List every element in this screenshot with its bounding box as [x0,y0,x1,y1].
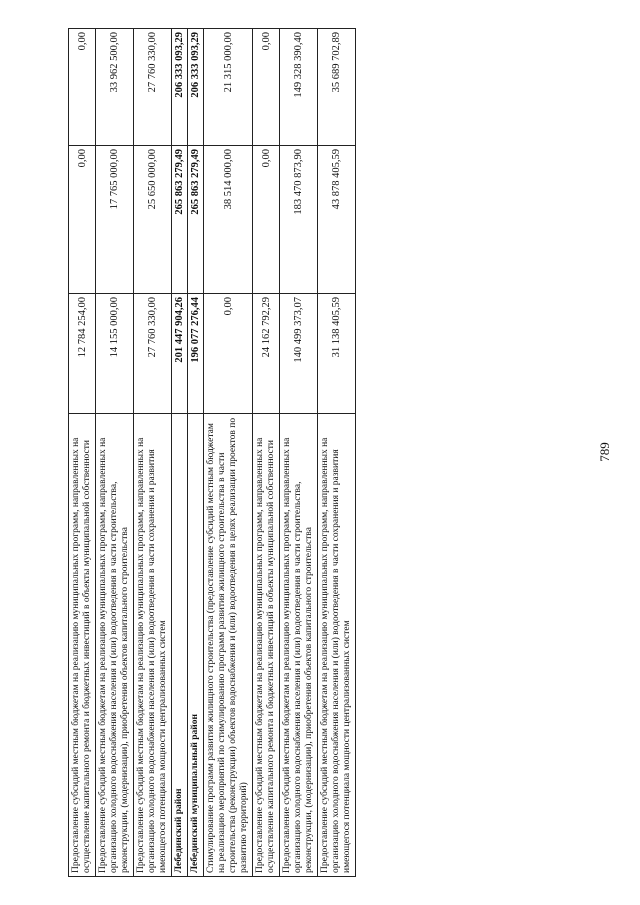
row-value-year-2: 0,00 [69,146,96,294]
table-row [280,29,318,877]
row-value-year-3: 149 328 390,40 [280,29,318,146]
row-value-year-2: 43 878 405,59 [318,146,356,294]
row-value-year-2: 38 514 000,00 [204,146,253,294]
table-row [318,29,356,877]
page-number: 789 [597,442,612,462]
table-row [69,29,96,877]
table-row [96,29,134,877]
row-description: Предоставление субсидий местным бюджетам на реализацию муниципальных программ, направленных на организацию холодного водоснабжения населения и (или) водоотведения в части сохранения и развития имеющегося потенциала мощности централизованных систем [134,414,172,877]
row-value-year-2: 265 863 279,49 [188,146,204,294]
row-value-year-3: 27 760 330,00 [134,29,172,146]
row-description: Предоставление субсидий местным бюджетам на реализацию муниципальных программ, направленных на организацию холодного водоснабжения населения и (или) водоотведения в части строительства, реконструкции, (модернизации), приобретения объектов капитального строительства [96,414,134,877]
row-value-year-3: 0,00 [69,29,96,146]
table-row-subtotal [188,29,204,877]
row-description: Лебединский район [172,414,188,877]
row-value-year-1: 0,00 [204,294,253,414]
table-body [69,29,356,877]
table-row-subtotal [172,29,188,877]
row-value-year-1: 24 162 792,29 [253,294,280,414]
row-value-year-1: 140 499 373,07 [280,294,318,414]
row-value-year-2: 265 863 279,49 [172,146,188,294]
row-value-year-3: 21 315 000,00 [204,29,253,146]
row-value-year-1: 12 784 254,00 [69,294,96,414]
row-description: Предоставление субсидий местным бюджетам на реализацию муниципальных программ, направленных на организацию холодного водоснабжения населения и (или) водоотведения в части сохранения и развития имеющегося потенциала мощности централизованных систем [318,414,356,877]
table-row [204,29,253,877]
table-row [253,29,280,877]
row-description: Предоставление субсидий местным бюджетам на реализацию муниципальных программ, направленных на организацию холодного водоснабжения населения и (или) водоотведения в части строительства, реконструкции, (модернизации), приобретения объектов капитального строительства [280,414,318,877]
row-value-year-3: 206 333 093,29 [188,29,204,146]
row-value-year-1: 31 138 405,59 [318,294,356,414]
row-value-year-3: 206 333 093,29 [172,29,188,146]
row-value-year-3: 0,00 [253,29,280,146]
row-value-year-1: 27 760 330,00 [134,294,172,414]
row-value-year-2: 25 650 000,00 [134,146,172,294]
row-value-year-2: 0,00 [253,146,280,294]
row-value-year-3: 35 689 702,89 [318,29,356,146]
table-row [134,29,172,877]
row-description: Лебединский муниципальный район [188,414,204,877]
row-value-year-2: 183 470 873,90 [280,146,318,294]
row-value-year-1: 196 077 276,44 [188,294,204,414]
row-description: Предоставление субсидий местным бюджетам на реализацию муниципальных программ, направленных на осуществление капитального ремонта и бюджетных инвестиций в объекты муниципальной собственности [253,414,280,877]
row-value-year-3: 33 962 500,00 [96,29,134,146]
row-description: Стимулирование программ развития жилищного строительства (предоставление субсидий местным бюджетам на реализацию мероприятий по стимулированию программ развития жилищного строительства в части строительства (реконструкции) объектов водоснабжения и (или) водоотведения в целях реализации проектов по развитию территорий) [204,414,253,877]
row-description: Предоставление субсидий местным бюджетам на реализацию муниципальных программ, направленных на осуществление капитального ремонта и бюджетных инвестиций в объекты муниципальной собственности [69,414,96,877]
row-value-year-2: 17 765 000,00 [96,146,134,294]
row-value-year-1: 201 447 904,26 [172,294,188,414]
budget-table [68,28,356,877]
row-value-year-1: 14 155 000,00 [96,294,134,414]
